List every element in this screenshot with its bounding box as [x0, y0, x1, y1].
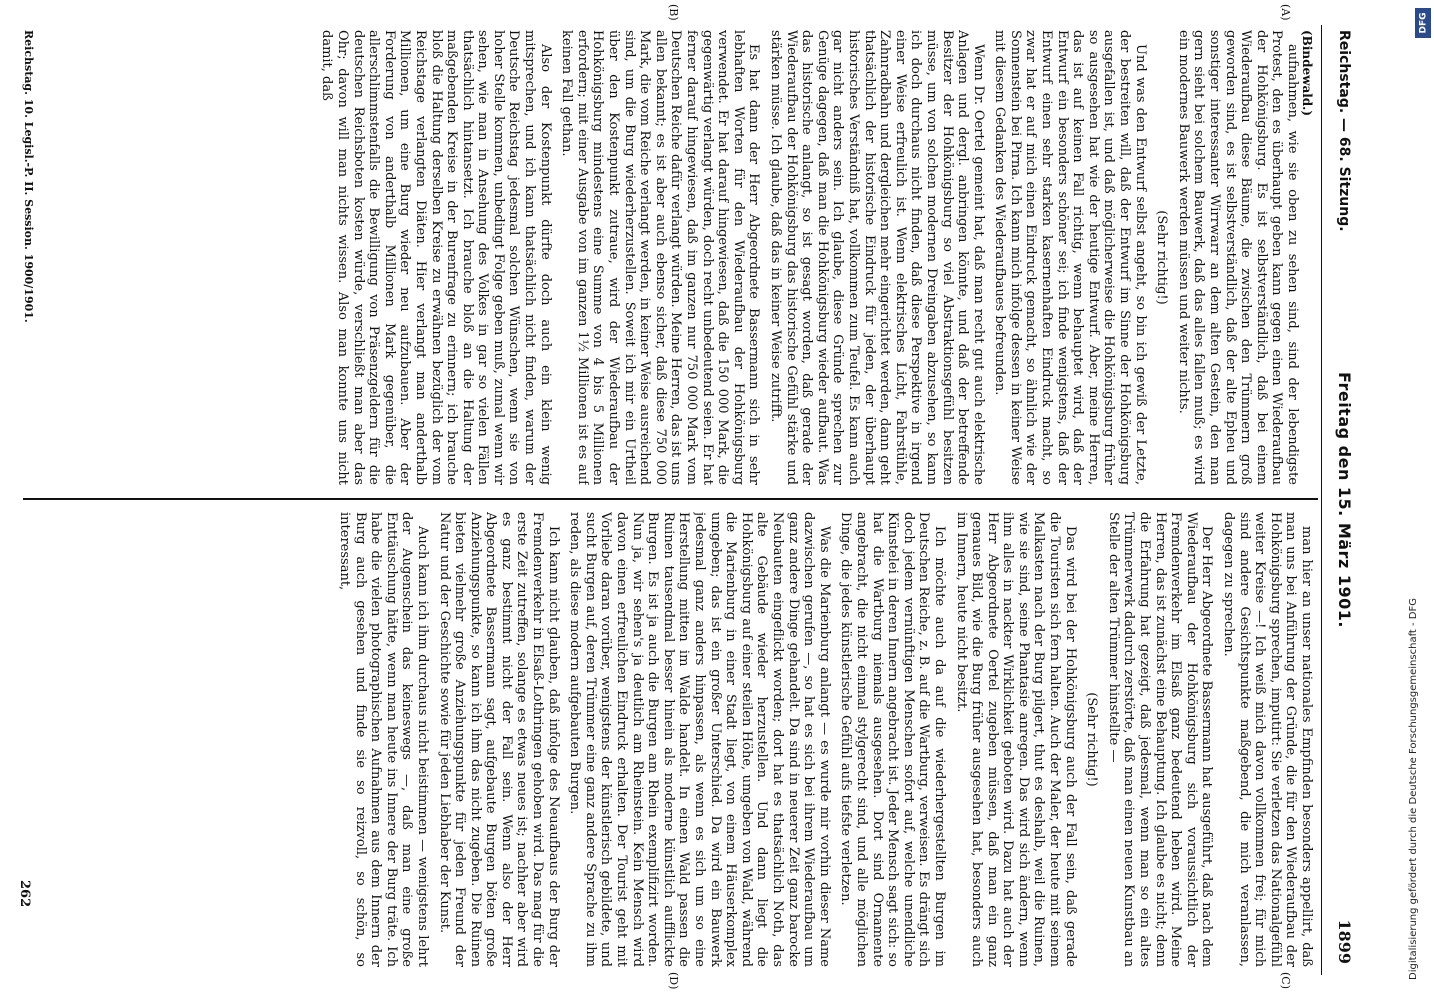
margin-letter-d: (D) [667, 972, 680, 990]
digitization-note-text: Digitalisierung gefördert durch die Deutsche Forschungsgemeinschaft - DFG [1408, 597, 1419, 980]
column-divider [23, 498, 1318, 500]
paragraph: (Sehr richtig!) [1154, 210, 1170, 305]
paragraph: Und was den Entwurf selbst angeht, so bin ich gewiß der Letzte, der bestreiten will, daß der Entwurf im Sinne der Hohkönigsburg ausgefallen ist, und daß möglicherweise die Hohkönigsburg früher so ausgesehen hat wie der heutige Entwurf. Aber, meine Herren, das ist auf keinen Fall richtig, wenn behauptet wird, daß der Entwurf ein besonders schöner sei; ich finde wenigstens, daß der Entwurf einen sehr starken kasernenhaften Eindruck macht, so zwar hat er auf mich einen Eindruck gemacht, so ähnlich wie der Sonnenstein bei Pirna. Ich kann mich infolge dessen in keiner Weise mit diesem Gedanken des Wiederaufbaues befreunden. [992, 30, 1148, 485]
footer-legislature: Reichstag. 10. Legisl.-P. II. Session. 1900/1901. [22, 30, 35, 323]
left-column [10, 30, 1300, 485]
paragraph: Das wird bei der Hohkönigsburg auch der Fall sein, daß gerade die Touristen sich fern halten. Auch der Maler, der heute mit seinem Malkasten nach der Burg pilgert, thut es deshalb, weil die Ruinen, wie sie sind, seine Phantasie anregen. Das wird sich ändern, wenn ihm alles in nackter Wirklichkeit geboten wird. Dazu hat auch der Herr Abgeordnete Oertel zugeben müssen, daß man ein ganz genaues Bild, wie die Burg früher ausgesehen hat, besonders auch im Innern, heute nicht besitzt. [953, 512, 1078, 967]
margin-letter-c: (C) [1279, 972, 1292, 989]
digitization-note [1400, 0, 1434, 1000]
margin-letter-b: (B) [667, 4, 680, 21]
paragraph: man hier an unser nationales Empfinden besonders appellirt, daß man uns bei Anführung der Gründe, die für den Wiederaufbau der Hohkönigsburg sprechen, imputirt: Sie verletzen das Nationalgefühl weiter Kreise —! Ich weiß mich davon vollkommen frei; für mich sind andere Gesichtspunkte maßgebend, die mich veranlassen, dagegen zu sprechen. [1221, 512, 1314, 967]
paragraph: aufnahmen, wie sie oben zu sehen sind, sind der lebendigste Protest, den es überhaupt geben kann gegen einen Wiederaufbau der Hohkönigsburg. Es ist selbstverständlich, daß bei einem Wiederaufbau diese Bäume, die zwischen den Trümmern groß geworden sind, es ist selbstverständlich, daß der alte Epheu und sonstiger interessanter Wirrwarr an dem alten Gestein, den man gern sieht bei solchem Bauwerk, daß das alles fallen muß; es wird ein modernes Bauwerk werden müssen und weiter nichts. [1175, 30, 1300, 485]
paragraph: Wenn Dr. Oertel gemeint hat, daß man recht gut auch elektrische Anlagen und dergl. anbringen könnte, und daß der betreffende Besitzer der Hohkönigsburg so viel Abstraktionsgefühl besitzen müsse, um von solchen modernen Dreingaben abzusehen, so kann ich doch durchaus nicht finden, daß diese Perspektive in irgend einer Weise erfreulich ist. Wenn elektrisches Licht, Fahrstühle, Zahnradbahn und dergleichen mehr eingerichtet werden, dann geht thatsächlich der historische Eindruck für jeden, der überhaupt historisches Verständniß hat, vollkommen zum Teufel. Es kann auch gar nicht anders sein. Ich glaube, diese Gründe sprechen zur Genüge dagegen, daß man die Hohkönigsburg wieder aufbaut. Was das historische anlangt, so ist gesagt worden, daß gerade der Wiederaufbau der Hohkönigsburg das historische Gefühl stärke und stärken müsse. Ich glaube, daß das in keiner Weise zutrifft. [768, 30, 986, 485]
margin-letter-a: (A) [1279, 4, 1292, 21]
header-rule [1321, 25, 1322, 975]
header-session: Reichstag. — 68. Sitzung. [1336, 30, 1352, 232]
paragraph: Auch kann ich ihm durchaus nicht beistimmen — wenigstens lehrt der Augenschein das keineswegs —, daß man eine große Enttäuschung hätte, wenn man heute ins Innere der Burg träte. Ich habe die vielen photographischen Aufnahmen aus dem Innern der Burg auch gesehen und finde sie so reizvoll, so schön, so interessant, [336, 512, 430, 967]
paragraph: Also der Kostenpunkt dürfte doch auch ein klein wenig mitsprechen, und ich kann thatsächlich nicht finden, warum der Deutsche Reichstag jedesmal solchen Wünschen, wenn sie von hoher Stelle kommen, unbedingt Folge geben muß, zumal wenn wir sehen, wie man in Ansehung des Volkes in gar so vielen Fällen thatsächlich hintansetzt. Ich brauche bloß an die Haltung der maßgebenden Kreise in der Burenfrage zu erinnern; ich brauche bloß die Haltung derselben Kreise zu erwähnen bezüglich der vom Reichstage verlangten Diäten. Hier verlangt man anderthalb Millionen, um eine Burg wieder neu aufzubauen. Aber der Forderung von anderthalb Millionen Mark gegenüber, die allerschlimmstenfalls die Bewilligung von Präsenzgeldern für die deutschen Reichsboten kosten würde, verschließt man aber das Ohr; davon will man nichts wissen. Also man konnte uns nicht damit, daß [319, 30, 553, 485]
dfg-logo: DFG [1415, 8, 1431, 38]
paragraph: Ich möchte auch da auf die wiederhergestellten Burgen im Deutschen Reiche, z. B. auf die Wartburg, verweisen. Es drängt sich doch jedem vernünftigen Menschen sofort auf, welche unendliche Künstelei in deren Innern angebracht ist. Jeder Mensch sagt sich: so hat die Wartburg niemals ausgesehen. Dort sind Ornamente angebracht, die nicht einmal stylgerecht sind, und alle möglichen Dinge, die jedes künstlerische Gefühl aufs tiefste verletzen. [838, 512, 947, 967]
paragraph: Es hat dann der Herr Abgeordnete Bassermann sich in sehr lebhaften Worten für den Wiederaufbau der Hohkönigsburg verwendet. Er hat darauf hingewiesen, daß die 150 000 Mark, die gegenwärtig verlangt würden, doch recht unbedeutend seien. Er hat ferner darauf hingewiesen, daß im ganzen nur 750 000 Mark vom Deutschen Reiche dafür verlangt würden. Meine Herren, das ist uns allen bekannt; es ist aber auch ebenso sicher, daß diese 750 000 Mark, die vom Reiche verlangt werden, in keiner Weise ausreichend sind, um die Burg wiederherzustellen. Soweit ich mir ein Urtheil über den Kostenpunkt zutraue, wird der Wiederaufbau der Hohkönigsburg mindestens eine Summe von 4 bis 5 Millionen erfordern; mit einer Ausgabe von im ganzen 1½ Millionen ist es auf keinen Fall gethan. [559, 30, 762, 485]
speaker-tag: (Bindewald.) [1300, 30, 1314, 117]
paragraph: Was die Marienburg anlangt — es wurde mir vorhin dieser Name dazwischen gerufen —, so hat es sich bei ihrem Wiederaufbau um ganz andere Dinge gehandelt. Da sind in neuerer Zeit ganz barocke Neubauten eingeflickt worden; dort hat es thatsächlich Noth, das alte Gebäude wieder herzustellen. Und dann liegt die Hohkönigsburg auf einer steilen Höhe, umgeben von Wald, während die Marienburg in einer Stadt liegt, von einem Häuserkomplex umgeben; das ist ein großer Unterschied. Da wird ein Bauwerk jedesmal ganz anders hinpassen, als wenn es sich um so eine Herstellung mitten im Walde handelt. In einen Wald passen die Ruinen tausendmal besser hinein als moderne künstlich aufflickte Burgen. Es ist ja auch die Burgen am Rhein exemplifizirt worden. Nun ja, wir sehen's ja deutlich am Rheinstein. Kein Mensch wird davon einen erfreulichen Eindruck erhalten. Der Tourist geht mit Vorliebe daran vorüber, wenigstens der künstlerisch gebildete, und sucht Burgen auf, deren Trümmer eine ganz andere Sprache zu ihm reden, als diese modern aufgebauten Burgen. [567, 512, 832, 967]
header-column-number: 1899 [1335, 919, 1354, 964]
header-date: Freitag den 15. März 1901. [1335, 372, 1354, 628]
right-column [24, 512, 1314, 967]
paragraph: Der Herr Abgeordnete Bassermann hat ausgeführt, daß nach dem Wiederaufbau der Hohkönigsburg sich voraussichtlich der Fremdenverkehr im Elsaß ganz bedeutend heben wird. Meine Herren, das ist zunächst eine Behauptung. Ich glaube es nicht; denn die Erfahrung hat gezeigt, daß jedesmal, wenn man so ein altes Trümmerwerk dadurch zerstörte, daß man einen neuen Kunstbau an Stelle der alten Trümmer hinstellte — [1105, 512, 1215, 967]
paragraph: Ich kann nicht glauben, daß infolge des Neuaufbaus der Burg der Fremdenverkehr in Elsaß-Lothringen gehoben wird. Das mag für die erste Zeit zutreffen, solange es etwas neues ist; nachher aber wird es ganz bestimmt nicht der Fall sein. Wenn also der Herr Abgeordnete Bassermann sagt, aufgebaute Burgen böten große Anziehungspunkte, so kann ich ihm das nicht zugeben. Die Ruinen bieten vielmehr große Anziehungspunkte für jeden Freund der Natur und der Geschichte sowie für jeden Liebhaber der Kunst. [436, 512, 561, 967]
page-number: 262 [17, 880, 32, 908]
paragraph: (Sehr richtig!) [1084, 692, 1100, 787]
